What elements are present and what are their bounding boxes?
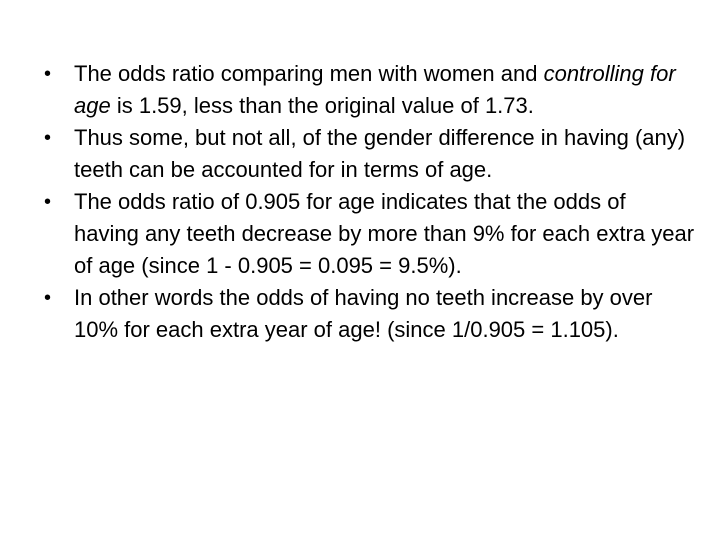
bullet-text-emphasis: controlling for age [74, 61, 676, 118]
bullet-item-odds-ratio-age [24, 186, 696, 282]
bullet-icon: • [44, 127, 52, 149]
bullet-text: Thus some, but not all, of the gender difference in having (any) teeth can be accounted for in terms of age. [74, 125, 686, 182]
bullet-list [24, 58, 696, 346]
bullet-text: The odds ratio of 0.905 for age indicates that the odds of having any teeth decrease by more than 9% for each extra year of age (since 1 - 0.905 = 0.095 = 9.5%). [74, 189, 695, 278]
bullet-item-odds-ratio-gender [24, 58, 696, 122]
bullet-text-lead: The odds ratio comparing men with women and [74, 61, 544, 86]
bullet-icon: • [44, 191, 52, 213]
bullet-icon: • [44, 63, 52, 85]
bullet-item-gender-difference [24, 122, 696, 186]
bullet-text: In other words the odds of having no teeth increase by over 10% for each extra year of age! (since 1/0.905 = 1.105). [74, 285, 653, 342]
bullet-text-tail: is 1.59, less than the original value of 1.73. [110, 93, 534, 118]
bullet-icon: • [44, 287, 52, 309]
bullet-item-no-teeth-increase [24, 282, 696, 346]
